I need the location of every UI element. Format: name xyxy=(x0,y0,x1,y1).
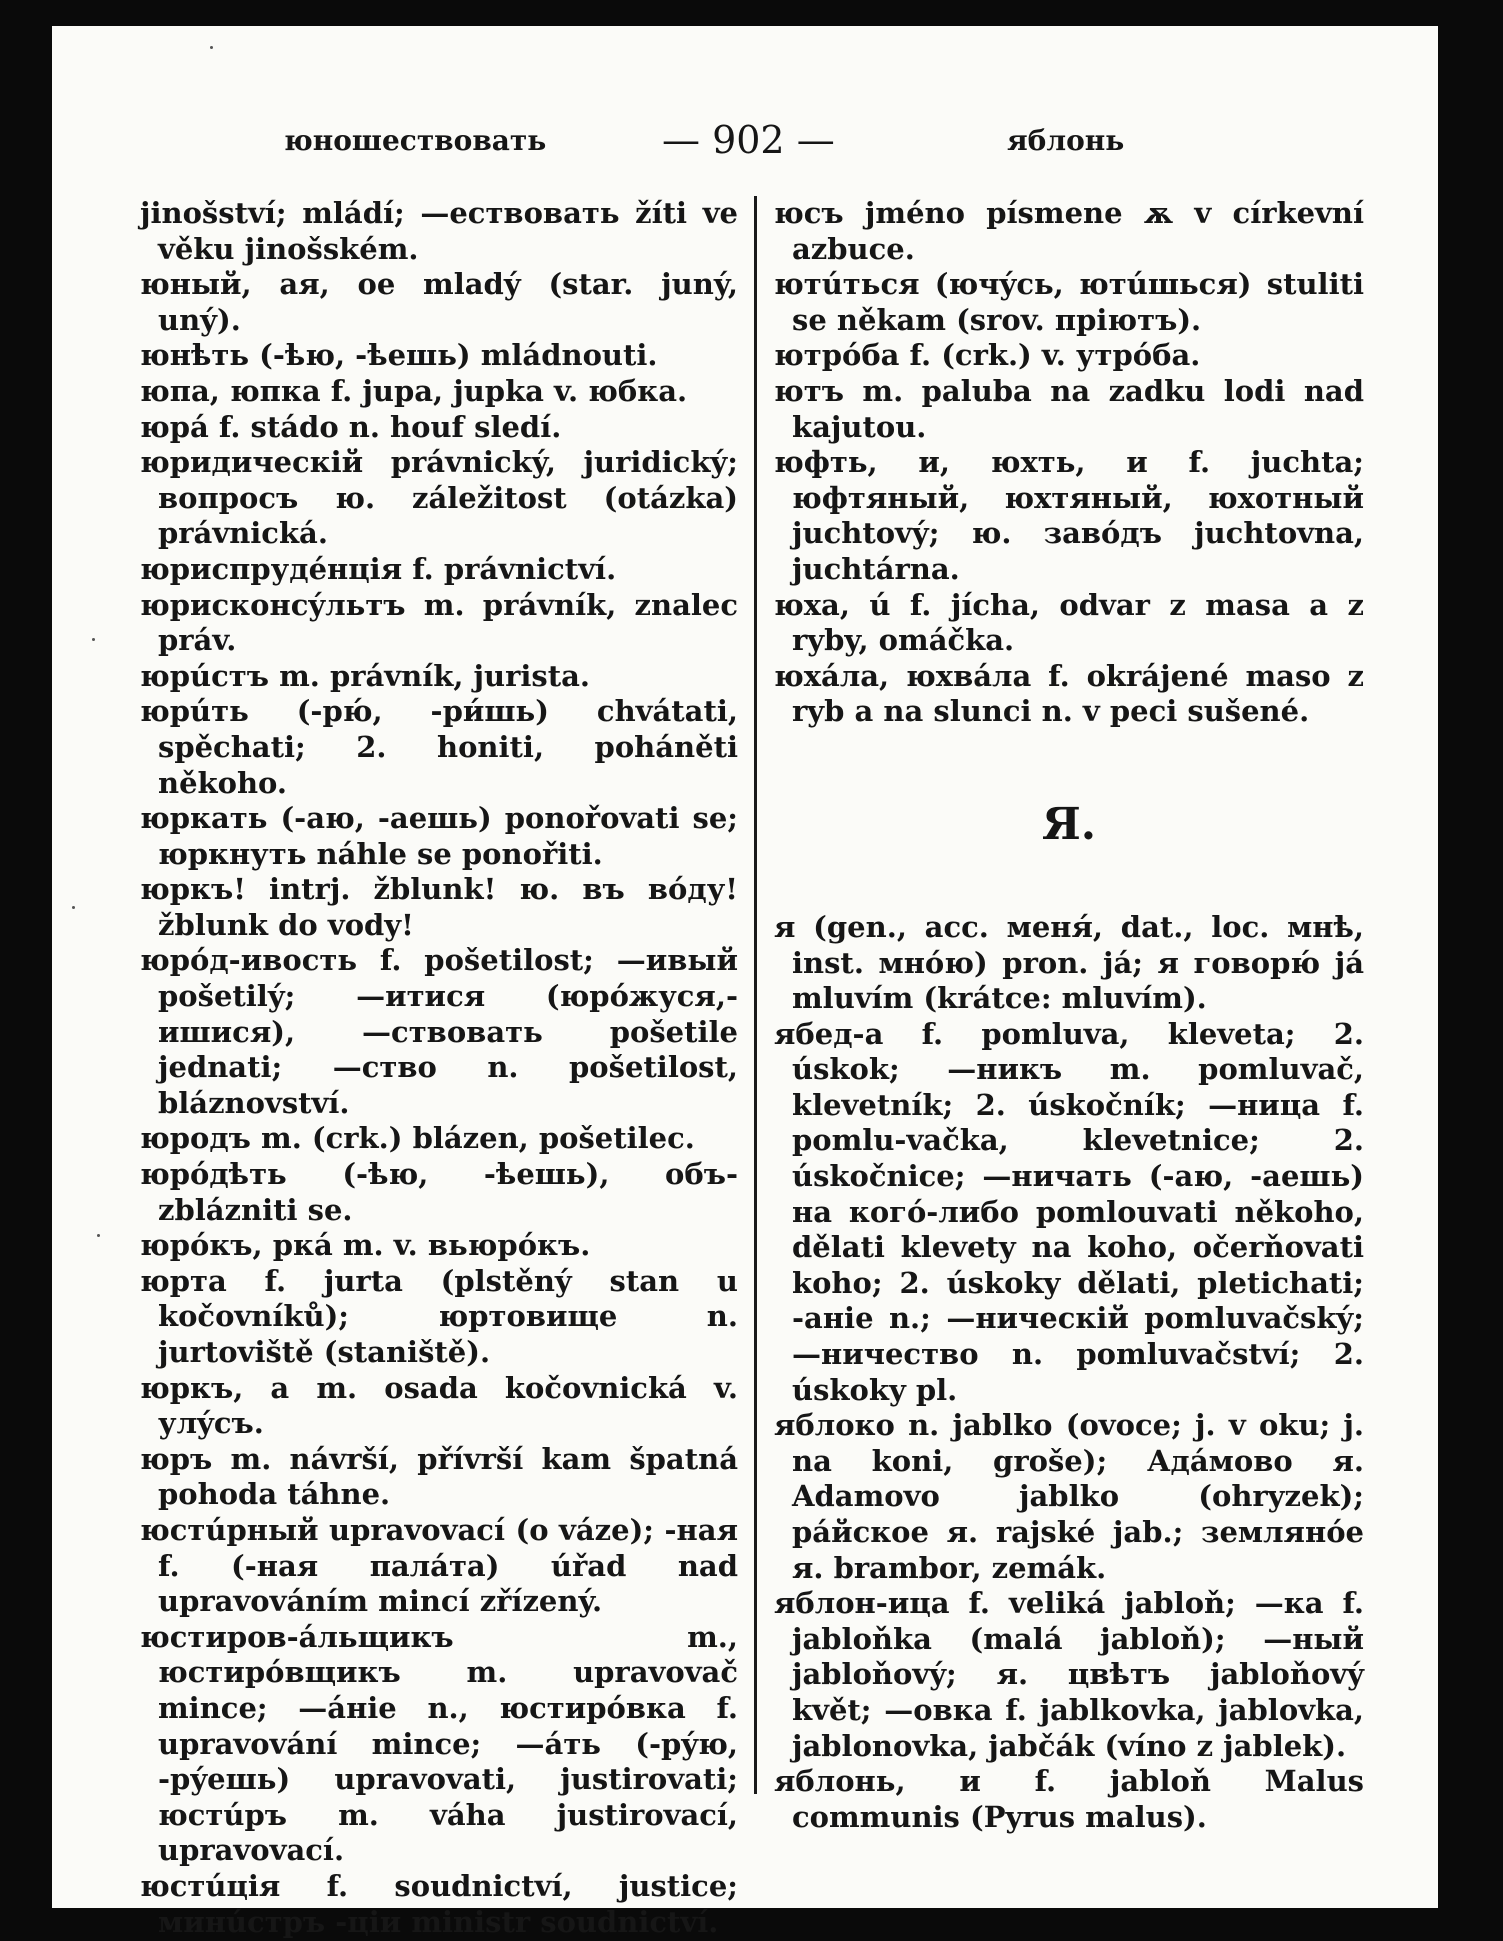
scan-speck xyxy=(210,46,213,49)
dictionary-entry: юрóкъ, рка́ m. v. вьюрóкъ. xyxy=(140,1228,591,1263)
dictionary-entry: яблоко n. jablko (ovoce; j. v oku; j. na koni, groše); Адáмово я. Adamovo jablko (ohryzek); рáйское я. rajské jab.; землянóе я. brambor, zemák. xyxy=(774,1408,1364,1585)
dictionary-entry: jinošství; mládí; —ествовать žíti ve věku jinošském. xyxy=(140,196,738,266)
left-running-headword: юношествовать xyxy=(284,124,547,157)
right-running-headword: яблонь xyxy=(1007,124,1125,157)
dictionary-entry: ютъ m. paluba na zadku lodi nad kajutou. xyxy=(774,373,1364,444)
dictionary-entry: юстиров-áльщикъ m., юстирóвщикъ m. upravovač mince; —áніе n., юстирóвка f. upravování mince; —áть (-рýю, -рýешь) upravovati, justirovati; юстúръ m. váha justirovací, upravovací. xyxy=(140,1619,738,1868)
right-column xyxy=(774,196,1364,1835)
dictionary-entry: юриспрудéнція f. právnictví. xyxy=(140,551,617,586)
dictionary-entry: яблонь, и f. jabloň Malus communis (Pyrus malus). xyxy=(774,1764,1364,1834)
dictionary-entry: ютрóба f. (crk.) v. утрóба. xyxy=(774,338,1201,373)
dictionary-entry: юродъ m. (crk.) blázen, pošetilec. xyxy=(140,1121,695,1156)
dictionary-entry: юркать (-аю, -аешь) ponořovati se; юркнуть náhle se ponořiti. xyxy=(140,801,738,871)
dictionary-entry: юрóд-ивость f. pošetilost; —ивый pošetilý; —итися (юрóжуся,-ишися), —ствовать pošetile jednati; —ство n. pošetilost, bláznovství. xyxy=(140,943,738,1120)
scan-speck xyxy=(92,638,95,641)
dictionary-entry: я (gen., acc. меня́, dat., loc. мнѣ, inst. мнóю) pron. já; я говорю́ já mluvím (krátce: mluvím). xyxy=(774,909,1364,1016)
page-header xyxy=(52,118,1438,168)
dictionary-entry: яблон-ица f. veliká jabloň; —ка f. jabloňka (malá jabloň); —ный jabloňový; я. цвѣтъ jabloňový květ; —овка f. jablkovka, jablovka, jablonovka, jabčák (víno z jablek). xyxy=(774,1586,1364,1763)
dictionary-entry: юсъ jméno písmene ѫ v církevní azbuce. xyxy=(774,196,1364,266)
dictionary-entry: юпа, юпка f. jupa, jupka v. юбка. xyxy=(140,373,688,408)
dictionary-entry: юхáла, юхвáла f. okrájené maso z ryb a na slunci n. v peci sušené. xyxy=(774,658,1364,729)
dictionary-entry: юрúть (-рю́, -ри́шь) chvátati, spěchati; 2. honiti, poháněti někoho. xyxy=(140,694,738,800)
dictionary-entry: юнѣть (-ѣю, -ѣешь) mládnouti. xyxy=(140,338,658,373)
page-number: — 902 — xyxy=(662,118,835,162)
dictionary-entry: юркъ! intrj. žblunk! ю. въ вóду! žblunk do vody! xyxy=(140,872,738,942)
dictionary-page xyxy=(52,26,1438,1939)
scan-speck xyxy=(97,1234,100,1237)
section-letter-heading: Я. xyxy=(1041,798,1097,850)
dictionary-entry: юрá f. stádo n. houf sledí. xyxy=(140,409,562,444)
dictionary-entry: юркъ, а m. osada kočovnická v. улýсъ. xyxy=(140,1370,738,1441)
dictionary-entry: юрóдѣть (-ѣю, -ѣешь), объ- zblázniti se. xyxy=(140,1157,738,1227)
dictionary-entry: юный, ая, ое mladý (star. juný, uný). xyxy=(140,267,738,337)
column-divider xyxy=(754,196,757,1794)
dictionary-entry: юфть, и, юхть, и f. juchta; юфтяный, юхтяный, юхотный juchtový; ю. завóдъ juchtovna, juchtárna. xyxy=(774,445,1364,586)
dictionary-entry: юрта f. jurta (plstěný stan u kočovníků); юртовище n. jurtoviště (staniště). xyxy=(140,1263,738,1369)
dictionary-entry: юрúстъ m. právník, jurista. xyxy=(140,658,591,693)
dictionary-entry: ютúться (ючýсь, ютúшься) stuliti se někam (srov. пріютъ). xyxy=(774,267,1364,337)
dictionary-entry: юрисконсýльтъ m. právník, znalec práv. xyxy=(140,587,738,658)
dictionary-entry: ябед-а f. pomluva, kleveta; 2. úskok; —никъ m. pomluvač, klevetník; 2. úskočník; —ница f. pomlu-vačka, klevetnice; 2. úskočnice; —ничать (-аю, -аешь) на когó-либо pomlouvati někoho, dělati klevety na koho, očerňovati koho; 2. úskoky dělati, pletichati; -аніе n.; —ническій pomluvačský; —ничество n. pomluvačství; 2. úskoky pl. xyxy=(774,1016,1364,1407)
scan-speck xyxy=(72,906,75,909)
dictionary-entry: юха, ú f. jícha, odvar z masa a z ryby, omáčka. xyxy=(774,587,1364,658)
dictionary-entry: юръ m. návrší, přívrší kam špatná pohoda táhne. xyxy=(140,1441,738,1512)
dictionary-entry: юстúція f. soudnictví, justice; минúстръ -ціи ministr soudnictví. xyxy=(140,1868,738,1939)
dictionary-entry: юстúрный upravovací (o váze); -ная f. (-ная палáта) úřad nad upravováním mincí zřízený. xyxy=(140,1512,738,1619)
dictionary-entry: юридическій právnický, juridický; вопросъ ю. záležitost (otázka) právnická. xyxy=(140,445,738,551)
left-column xyxy=(140,196,738,1940)
